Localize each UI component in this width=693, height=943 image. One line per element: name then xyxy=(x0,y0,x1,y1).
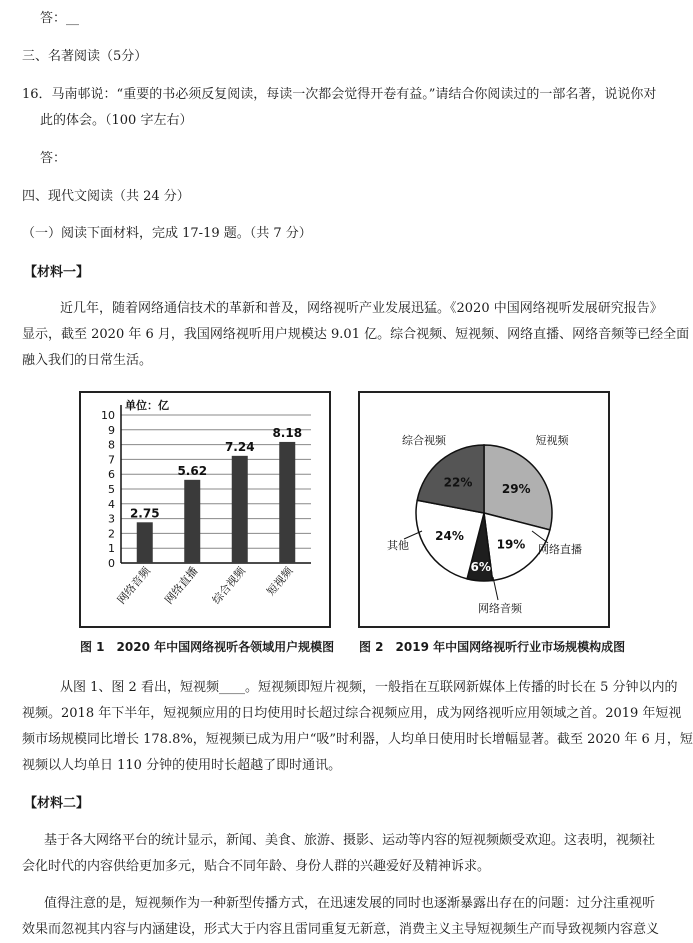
category-label: 短视频 xyxy=(264,564,296,599)
y-tick-label: 3 xyxy=(108,512,115,526)
y-tick-label: 6 xyxy=(108,468,115,482)
y-tick-label: 10 xyxy=(101,409,115,422)
category-label: 综合视频 xyxy=(209,564,249,607)
figure-1-frame xyxy=(79,391,331,628)
body-para-line3: 频市场规模同比增长 178.8%，短视频已成为用户“吸”时利器，人均单日使用时长增幅显著。截至 2020 年 6 月，短 xyxy=(22,732,693,747)
section-heading-4: 四、现代文阅读（共 24 分） xyxy=(22,189,190,204)
slice-percent-label: 19% xyxy=(496,537,526,552)
material-2-para2-line1: 值得注意的是，短视频作为一种新型传播方式，在迅速发展的同时也逐渐暴露出存在的问题：过分注重视听 xyxy=(44,896,656,911)
question-16-line2: 此的体会。（100 字左右） xyxy=(40,113,193,128)
slice-percent-label: 24% xyxy=(435,528,464,543)
slice-name-label: 其他 xyxy=(387,539,409,552)
pie-chart xyxy=(360,393,608,626)
material-1-title: 【材料一】 xyxy=(24,265,90,280)
slice-name-label: 综合视频 xyxy=(402,434,446,447)
slice-name-label: 网络直播 xyxy=(538,543,582,556)
slice-percent-label: 6% xyxy=(470,559,491,574)
bar xyxy=(137,522,153,563)
unit-label: 单位：亿 xyxy=(125,399,169,412)
material-1-para-line3: 融入我们的日常生活。 xyxy=(22,353,153,368)
data-label: 7.24 xyxy=(224,439,255,454)
material-2-para2-line2: 效果而忽视其内容与内涵建设，形式大于内容且雷同重复无新意，消费主义主导短视频生产而导致视频内容意义 xyxy=(22,922,660,937)
y-tick-label: 9 xyxy=(108,423,115,437)
y-tick-label: 7 xyxy=(108,453,115,467)
material-2-para1-line2: 会化时代的内容供给更加多元，贴合不同年龄、身份人群的兴趣爱好及精神诉求。 xyxy=(22,859,491,874)
y-tick-label: 8 xyxy=(108,438,115,452)
body-para-line1: 从图 1、图 2 看出，短视频____。短视频即短片视频，一般指在互联网新媒体上传播的时长在 5 分钟以内的 xyxy=(60,680,678,695)
figure-2-frame xyxy=(358,391,610,628)
y-tick-label: 2 xyxy=(108,527,115,541)
answer-line-top: 答：__ xyxy=(40,11,80,26)
section-heading-3: 三、名著阅读（5分） xyxy=(22,49,148,64)
y-tick-label: 4 xyxy=(108,497,115,511)
bar-chart xyxy=(81,393,329,626)
data-label: 5.62 xyxy=(177,463,208,478)
material-1-para-line1: 近几年，随着网络通信技术的革新和普及，网络视听产业发展迅猛。《2020 中国网络视听发展研究报告》 xyxy=(60,301,663,316)
body-para-line2: 视频。2018 年下半年，短视频应用的日均使用时长超过综合视频应用，成为网络视听应用领域之首。2019 年短视 xyxy=(22,706,682,721)
figure-2-caption: 图 2 2019 年中国网络视听行业市场规模构成图 xyxy=(359,640,626,654)
y-tick-label: 0 xyxy=(108,557,115,570)
answer-line-q16: 答： xyxy=(40,151,67,166)
data-label: 2.75 xyxy=(129,506,160,521)
bar xyxy=(184,480,200,563)
body-para-line4: 视频以人均单日 110 分钟的使用时长超越了即时通讯。 xyxy=(22,758,342,773)
question-16-line1: 16．马南邨说：“重要的书必须反复阅读，每读一次都会觉得开卷有益。”请结合你阅读过的一部名著，说说你对 xyxy=(22,87,657,102)
slice-name-label: 短视频 xyxy=(535,434,569,447)
material-2-para1-line1: 基于各大网络平台的统计显示，新闻、美食、旅游、摄影、运动等内容的短视频颇受欢迎。这表明，视频社 xyxy=(44,833,656,848)
slice-name-label: 网络音频 xyxy=(478,602,522,615)
category-label: 网络直播 xyxy=(162,564,201,607)
slice-percent-label: 22% xyxy=(443,475,473,490)
y-tick-label: 1 xyxy=(108,542,115,556)
slice-percent-label: 29% xyxy=(501,481,531,496)
bar xyxy=(279,442,295,563)
figure-1-caption: 图 1 2020 年中国网络视听各领域用户规模图 xyxy=(80,640,335,654)
bar xyxy=(232,456,248,563)
category-label: 网络音频 xyxy=(114,564,154,607)
material-1-para-line2: 显示，截至 2020 年 6 月，我国网络视听用户规模达 9.01 亿。综合视频、短视频、网络直播、网络音频等已经全面 xyxy=(22,327,690,342)
material-2-title: 【材料二】 xyxy=(24,796,90,811)
y-tick-label: 5 xyxy=(108,483,115,496)
data-label: 8.18 xyxy=(272,425,303,440)
part-1-instruction: （一）阅读下面材料，完成 17-19 题。（共 7 分） xyxy=(22,226,312,241)
